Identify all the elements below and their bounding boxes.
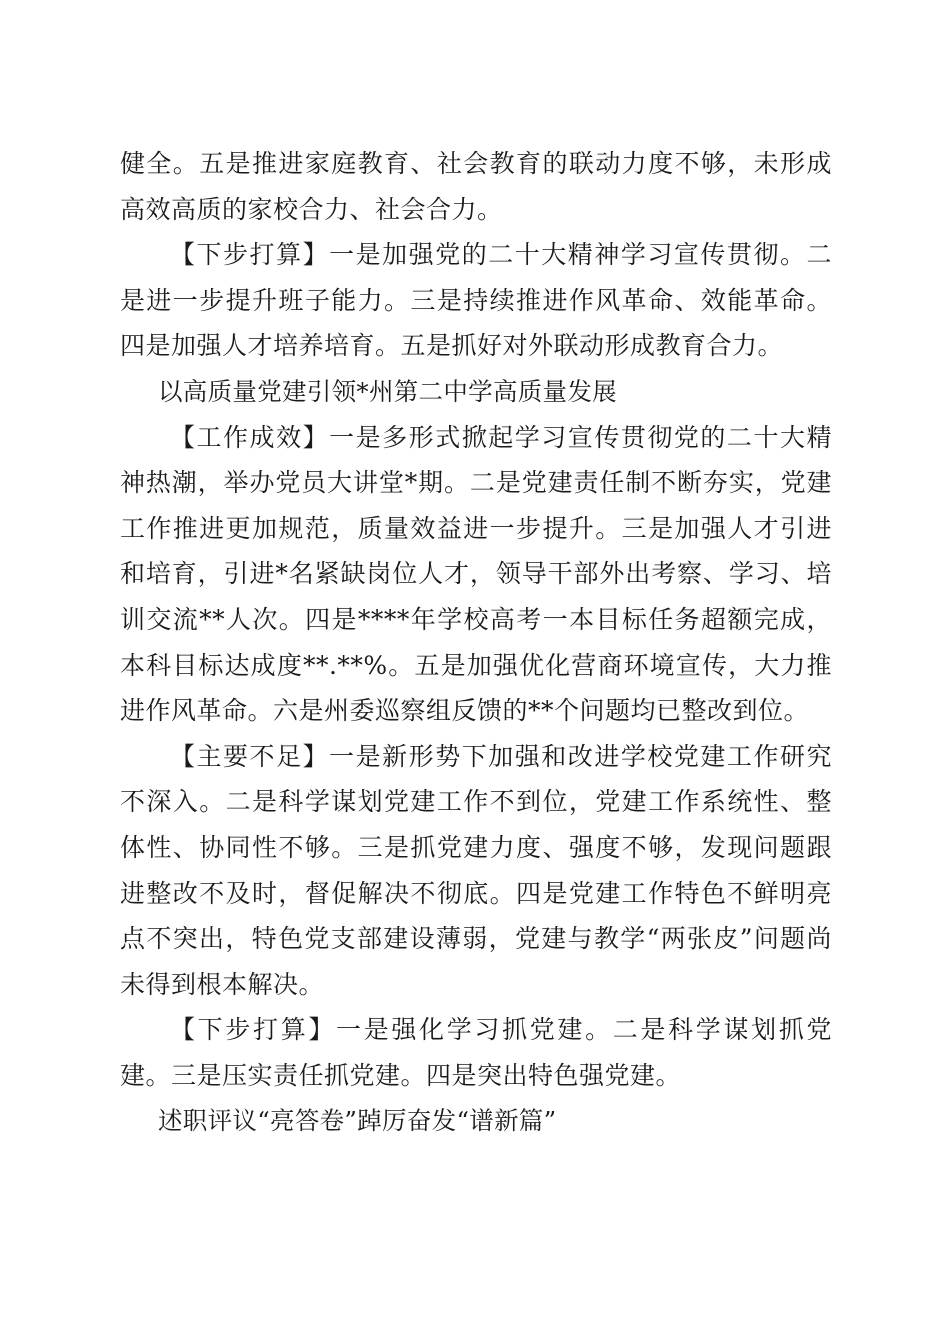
document-body: [120, 141, 832, 1144]
paragraph-next-steps-2: 【下步打算】一是强化学习抓党建。二是科学谋划抓党建。三是压实责任抓党建。四是突出特色强党建。: [120, 1015, 832, 1090]
paragraph-next-steps-1: 【下步打算】一是加强党的二十大精神学习宣传贯彻。二是进一步提升班子能力。三是持续推进作风革命、效能革命。四是加强人才培养培育。五是抓好对外联动形成教育合力。: [120, 240, 832, 361]
paragraph-continuation: 健全。五是推进家庭教育、社会教育的联动力度不够，未形成高效高质的家校合力、社会合力。: [120, 149, 832, 224]
section-heading-party-building: 以高质量党建引领*州第二中学高质量发展: [158, 376, 617, 406]
section-heading-review: 述职评议“亮答卷”踔厉奋发“谱新篇”: [158, 1106, 557, 1136]
paragraph-main-shortcomings: 【主要不足】一是新形势下加强和改进学校党建工作研究不深入。二是科学谋划党建工作不到位，党建工作系统性、整体性、协同性不够。三是抓党建力度、强度不够，发现问题跟进整改不及时，督促解决不彻底。四是党建工作特色不鲜明亮点不突出，特色党支部建设薄弱，党建与教学“两张皮”问题尚未得到根本解决。: [120, 741, 832, 999]
paragraph-work-results: 【工作成效】一是多形式掀起学习宣传贯彻党的二十大精神热潮，举办党员大讲堂*期。二是党建责任制不断夯实，党建工作推进更加规范，质量效益进一步提升。三是加强人才引进和培育，引进*名紧缺岗位人才，领导干部外出考察、学习、培训交流**人次。四是****年学校高考一本目标任务超额完成，本科目标达成度**.**%。五是加强优化营商环境宣传，大力推进作风革命。六是州委巡察组反馈的**个问题均已整改到位。: [120, 422, 832, 726]
